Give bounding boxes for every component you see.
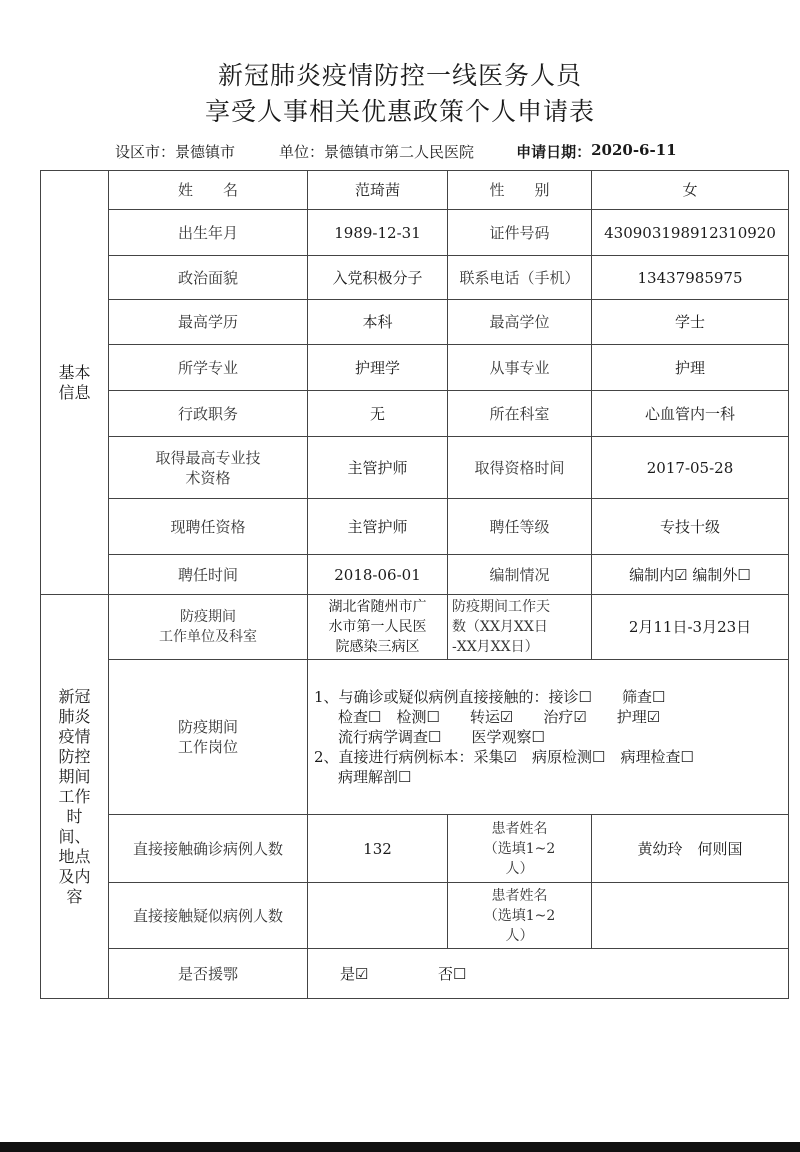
hubei-yes: 是☑ <box>340 964 369 983</box>
hire-time-label: 聘任时间 <box>109 555 308 595</box>
major-label: 所学专业 <box>109 345 308 391</box>
post-line-2: 检查☐ 检测☐ 转运☑ 治疗☑ 护理☑ <box>338 708 661 726</box>
confirmed-label: 直接接触确诊病例人数 <box>109 815 308 883</box>
form-meta-line <box>115 141 735 162</box>
current-label: 现聘任资格 <box>109 499 308 555</box>
phone-value: 13437985975 <box>592 256 789 300</box>
post-line-3: 流行病学调查☐ 医学观察☐ <box>338 728 545 746</box>
degree-label: 最高学位 <box>448 300 592 345</box>
hubei-options <box>308 949 789 999</box>
birth-value: 1989-12-31 <box>308 210 448 256</box>
patient-label-2: 患者姓名 （选填1~2 人） <box>448 883 592 949</box>
tech-time-label: 取得资格时间 <box>448 437 592 499</box>
staffing-value: 编制内☑ 编制外☐ <box>592 555 789 595</box>
section-covid-work: 新冠 肺炎 疫情 防控 期间 工作 时 间、 地点 及内 容 <box>41 595 109 999</box>
level-label: 聘任等级 <box>448 499 592 555</box>
section-basic-info: 基本 信息 <box>41 171 109 595</box>
form-title-line2: 享受人事相关优惠政策个人申请表 <box>204 97 595 126</box>
post-line-1: 1、与确诊或疑似病例直接接触的：接诊☐ 筛查☐ <box>314 688 666 706</box>
patient-label: 患者姓名 （选填1~2 人） <box>448 815 592 883</box>
hubei-label: 是否援鄂 <box>109 949 308 999</box>
work-major-value: 护理 <box>592 345 789 391</box>
date-value: 2020-6-11 <box>591 141 677 159</box>
major-value: 护理学 <box>308 345 448 391</box>
dept-label: 所在科室 <box>448 391 592 437</box>
degree-value: 学士 <box>592 300 789 345</box>
phone-label: 联系电话（手机） <box>448 256 592 300</box>
id-value: 430903198912310920 <box>592 210 789 256</box>
tech-label: 取得最高专业技 术资格 <box>109 437 308 499</box>
post-label: 防疫期间 工作岗位 <box>109 660 308 815</box>
suspect-label: 直接接触疑似病例人数 <box>109 883 308 949</box>
gender-value: 女 <box>592 171 789 210</box>
tech-time-value: 2017-05-28 <box>592 437 789 499</box>
unit-period-label: 防疫期间 工作单位及科室 <box>109 595 308 660</box>
current-value: 主管护师 <box>308 499 448 555</box>
days-value: 2月11日-3月23日 <box>592 595 789 660</box>
admin-label: 行政职务 <box>109 391 308 437</box>
name-value: 范琦茜 <box>308 171 448 210</box>
suspect-value <box>308 883 448 949</box>
gender-label: 性 别 <box>448 171 592 210</box>
hire-time-value: 2018-06-01 <box>308 555 448 595</box>
staffing-label: 编制情况 <box>448 555 592 595</box>
edu-label: 最高学历 <box>109 300 308 345</box>
unit-period-value: 湖北省随州市广 水市第一人民医 院感染三病区 <box>308 595 448 660</box>
edu-value: 本科 <box>308 300 448 345</box>
level-value: 专技十级 <box>592 499 789 555</box>
unit-label: 单位： <box>279 143 325 161</box>
scan-edge-bar <box>0 1142 800 1152</box>
work-major-label: 从事专业 <box>448 345 592 391</box>
application-form-table <box>40 170 789 999</box>
patient-names-2 <box>592 883 789 949</box>
dept-value: 心血管内一科 <box>592 391 789 437</box>
hubei-no: 否☐ <box>438 964 467 983</box>
politics-label: 政治面貌 <box>109 256 308 300</box>
admin-value: 无 <box>308 391 448 437</box>
name-label: 姓 名 <box>109 171 308 210</box>
form-title-line1: 新冠肺炎疫情防控一线医务人员 <box>217 61 582 90</box>
post-line-4: 2、直接进行病例标本：采集☑ 病原检测☐ 病理检查☐ <box>314 748 694 766</box>
city-label: 设区市： <box>115 143 176 161</box>
birth-label: 出生年月 <box>109 210 308 256</box>
tech-value: 主管护师 <box>308 437 448 499</box>
date-label: 申请日期： <box>516 143 592 161</box>
post-checklist <box>308 660 789 815</box>
post-line-5: 病理解剖☐ <box>338 768 412 786</box>
city-value: 景德镇市 <box>175 143 236 161</box>
id-label: 证件号码 <box>448 210 592 256</box>
patient-names: 黄幼玲 何则国 <box>592 815 789 883</box>
days-label: 防疫期间工作天 数（XX月XX日 -XX月XX日） <box>448 595 592 660</box>
politics-value: 入党积极分子 <box>308 256 448 300</box>
confirmed-value: 132 <box>308 815 448 883</box>
unit-value: 景德镇市第二人民医院 <box>324 143 475 161</box>
